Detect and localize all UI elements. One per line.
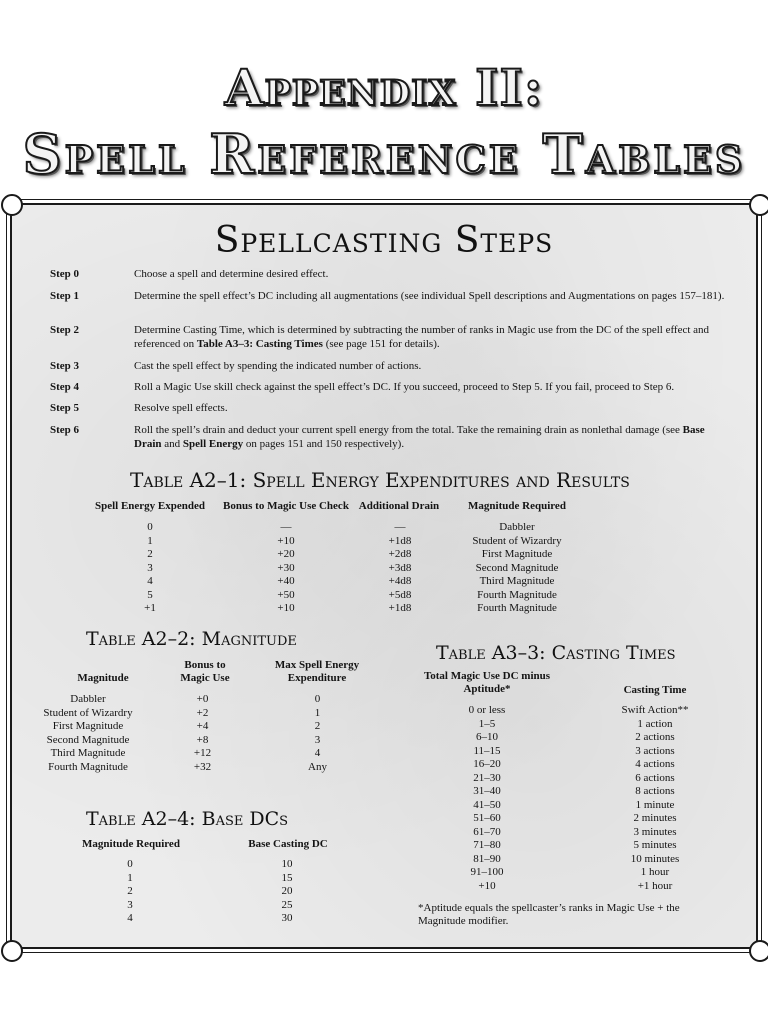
table-cell: +1 <box>144 602 156 614</box>
bonus-column <box>246 521 326 616</box>
table-cell: Second Magnitude <box>46 733 130 746</box>
table-cell: 71–80 <box>473 839 501 851</box>
table-cell: 6 actions <box>635 771 675 784</box>
table-cell: 0 <box>147 521 153 533</box>
table-cell: 8 actions <box>635 785 675 797</box>
column-header: Bonus to Magic Use Check <box>223 500 349 512</box>
table-cell: 3 actions <box>635 744 675 757</box>
magnitude-column <box>28 693 148 774</box>
table-cell: 10 <box>281 858 293 870</box>
table-cell: 5 <box>147 588 153 601</box>
table-cell: — <box>280 521 292 533</box>
table-cell: 21–30 <box>473 771 501 784</box>
table-cell: Student of Wizardry <box>43 706 133 719</box>
table-cell: 2 <box>127 885 133 897</box>
magnitude-column <box>452 521 582 616</box>
step-label: Step 0 <box>50 268 80 280</box>
step-label: Step 3 <box>50 360 80 372</box>
table-cell: 30 <box>281 912 293 924</box>
table-cell: 4 <box>147 575 153 587</box>
table-cell: 1 <box>127 871 133 884</box>
table-cell: Student of Wizardry <box>472 534 562 547</box>
table-cell: +5d8 <box>388 588 412 601</box>
step-text: Roll a Magic Use skill check against the spell effect’s DC. If you succeed, proceed to Step 5. If you fail, proceed to Step 6. <box>134 381 675 393</box>
frame-corner-ornament <box>1 940 23 962</box>
bonus-column <box>165 693 240 774</box>
dc-range-column <box>442 704 532 893</box>
table-cell: Any <box>308 760 327 773</box>
table-cell: 2 <box>147 548 153 560</box>
table-cell: 6–10 <box>476 731 498 743</box>
table-cell: +40 <box>277 575 295 587</box>
column-header: Additional Drain <box>358 500 440 512</box>
table-cell: 31–40 <box>473 785 501 797</box>
table-cell: +10 <box>478 879 496 892</box>
drain-column <box>360 521 440 616</box>
step-text: Resolve spell effects. <box>134 402 228 414</box>
step-text: Choose a spell and determine desired effect. <box>134 268 329 280</box>
step-text: Cast the spell effect by spending the indicated number of actions. <box>134 360 422 372</box>
table-cell: +8 <box>196 733 209 746</box>
table-a2-4-title: Table A2–4: Base DCs <box>86 808 289 830</box>
step-text: Determine Casting Time, which is determined by subtracting the number of ranks in Magic use from the DC of the spell effect and referenced on Table A3–3: Casting Times (see page 151 for details). <box>134 324 710 350</box>
column-header: Magnitude Required <box>82 838 180 850</box>
step-label: Step 4 <box>50 381 80 393</box>
table-cell: Second Magnitude <box>475 561 559 574</box>
table-cell: +30 <box>277 561 295 574</box>
appendix-title: Appendix II: <box>224 58 544 117</box>
table-cell: First Magnitude <box>481 548 553 560</box>
appendix-subtitle: Spell Reference Tables <box>22 122 746 186</box>
step-label: Step 5 <box>50 402 80 414</box>
table-cell: +2 <box>196 706 209 719</box>
table-cell: +1 hour <box>637 879 673 892</box>
table-cell: Third Magnitude <box>479 575 555 587</box>
table-cell: 0 <box>314 693 321 705</box>
table-cell: — <box>394 521 406 533</box>
table-cell: Fourth Magnitude <box>477 602 557 614</box>
table-cell: 1 minute <box>635 798 675 811</box>
table-cell: Swift Action** <box>621 704 689 716</box>
table-cell: 3 <box>127 898 133 911</box>
table-cell: Dabbler <box>499 521 535 533</box>
table-cell: +2d8 <box>388 548 412 560</box>
table-a3-3-title: Table A3–3: Casting Times <box>436 642 676 664</box>
table-cell: 2 <box>314 720 321 732</box>
table-cell: 5 minutes <box>633 839 677 851</box>
table-cell: 0 or less <box>468 704 506 716</box>
frame-corner-ornament <box>749 194 768 216</box>
energy-column <box>110 521 190 616</box>
column-header: Magnitude Required <box>468 500 566 512</box>
table-cell: 16–20 <box>473 758 501 770</box>
column-header: Max Spell Energy Expenditure <box>274 659 360 684</box>
table-a2-1-title: Table A2–1: Spell Energy Expenditures and Results <box>130 468 630 492</box>
column-header: Magnitude <box>77 672 129 684</box>
column-header: Total Magic Use DC minus Aptitude* <box>423 670 551 695</box>
table-cell: Fourth Magnitude <box>477 588 557 601</box>
table-cell: 3 <box>147 561 153 574</box>
table-cell: 81–90 <box>473 852 501 865</box>
table-a2-2-title: Table A2–2: Magnitude <box>86 628 297 650</box>
table-cell: +10 <box>277 534 295 547</box>
table-cell: 3 <box>314 733 321 746</box>
table-cell: 0 <box>127 858 133 870</box>
table-cell: 25 <box>281 898 293 911</box>
table-cell: 91–100 <box>470 866 504 878</box>
table-cell: +1d8 <box>388 534 412 547</box>
step-label: Step 1 <box>50 290 80 302</box>
table-cell: +12 <box>193 747 212 759</box>
table-cell: 10 minutes <box>630 852 680 865</box>
table-cell: 20 <box>281 885 293 897</box>
table-cell: 1 <box>314 706 321 719</box>
dc-column <box>252 858 322 926</box>
step-text: Determine the spell effect’s DC including all augmentations (see individual Spell descriptions and Augmentations on pages 157–181). <box>134 290 725 302</box>
step-label: Step 2 <box>50 324 80 336</box>
table-cell: Dabbler <box>70 693 106 705</box>
table-cell: First Magnitude <box>52 720 124 732</box>
aptitude-footnote: *Aptitude equals the spellcaster’s ranks in Magic Use + the Magnitude modifier. <box>418 902 680 927</box>
table-cell: +4 <box>196 720 209 732</box>
table-cell: +0 <box>196 693 209 705</box>
table-cell: 2 actions <box>635 731 675 743</box>
table-cell: 1 hour <box>640 866 670 878</box>
table-cell: +1d8 <box>388 602 412 614</box>
casting-time-column <box>595 704 715 893</box>
table-cell: 2 minutes <box>633 812 677 824</box>
frame-corner-ornament <box>1 194 23 216</box>
table-cell: +4d8 <box>388 575 412 587</box>
table-cell: Fourth Magnitude <box>48 760 128 773</box>
table-cell: +32 <box>193 760 212 773</box>
frame-corner-ornament <box>749 940 768 962</box>
max-energy-column <box>280 693 355 774</box>
step-label: Step 6 <box>50 424 80 436</box>
table-cell: 4 actions <box>635 758 675 770</box>
table-cell: +10 <box>277 602 295 614</box>
column-header: Bonus to Magic Use <box>180 659 230 684</box>
table-cell: 41–50 <box>473 798 501 811</box>
table-cell: Third Magnitude <box>50 747 126 759</box>
column-header: Casting Time <box>623 684 687 696</box>
table-cell: +50 <box>277 588 295 601</box>
table-cell: 1 action <box>637 717 673 730</box>
column-header: Base Casting DC <box>248 838 328 850</box>
table-cell: +20 <box>277 548 295 560</box>
table-cell: 61–70 <box>473 825 501 838</box>
step-text: Roll the spell’s drain and deduct your current spell energy from the total. Take the remaining drain as nonlethal damage (see Base Drain and Spell Energy on pages 151 and 150 respectively). <box>134 424 705 450</box>
table-cell: 3 minutes <box>633 825 677 838</box>
table-cell: 15 <box>281 871 293 884</box>
table-cell: +3d8 <box>388 561 412 574</box>
magnitude-column <box>95 858 165 926</box>
table-cell: 11–15 <box>473 744 501 757</box>
table-cell: 1 <box>147 534 153 547</box>
table-cell: 4 <box>127 912 133 924</box>
table-cell: 4 <box>314 747 321 759</box>
column-header: Spell Energy Expended <box>94 500 206 512</box>
table-cell: 1–5 <box>478 717 496 730</box>
table-cell: 51–60 <box>473 812 501 824</box>
section-title: Spellcasting Steps <box>214 220 554 261</box>
